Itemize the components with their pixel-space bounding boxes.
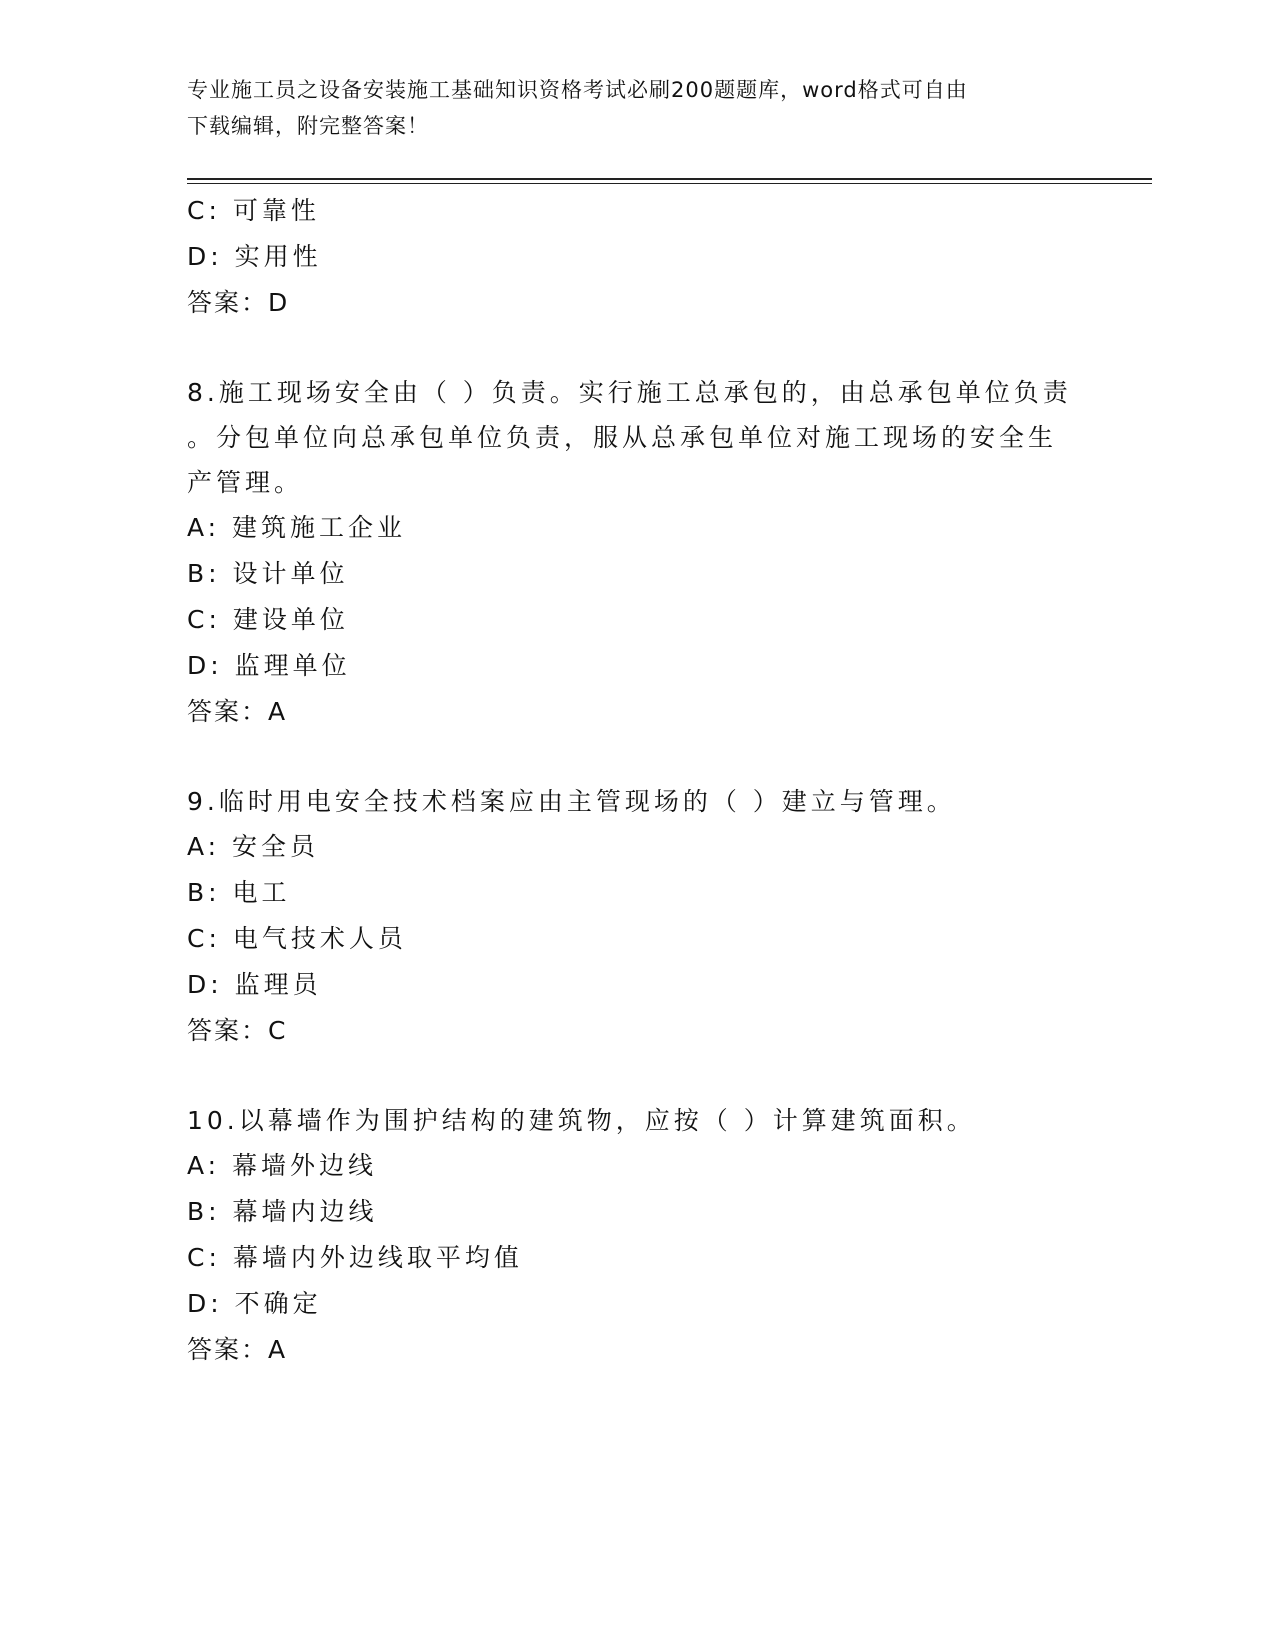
option-a: A: 幕墙外边线 <box>187 1151 378 1180</box>
option-d: D: 监理单位 <box>187 651 351 680</box>
option-c: C: 幕墙内外边线取平均值 <box>187 1243 523 1272</box>
spacer <box>187 735 1087 779</box>
question-text-line-1: 10.以幕墙作为围护结构的建筑物，应按（ ）计算建筑面积。 <box>187 1106 976 1135</box>
option-d: D: 不确定 <box>187 1289 322 1318</box>
option-d: D: 监理员 <box>187 970 322 999</box>
document-header <box>187 72 1067 144</box>
option-d: D: 实用性 <box>187 242 322 271</box>
document-body <box>187 188 1087 1373</box>
header-rule-thin <box>187 183 1152 184</box>
option-a: A: 建筑施工企业 <box>187 513 407 542</box>
spacer <box>187 1054 1087 1098</box>
option-c: C: 电气技术人员 <box>187 924 407 953</box>
question-text-line-1: 8.施工现场安全由（ ）负责。实行施工总承包的，由总承包单位负责 <box>187 378 1072 407</box>
question-8 <box>187 370 1087 735</box>
option-a: A: 安全员 <box>187 832 320 861</box>
question-7-tail <box>187 188 1087 326</box>
option-b: B: 电工 <box>187 878 291 907</box>
question-text-line-1: 9.临时用电安全技术档案应由主管现场的（ ）建立与管理。 <box>187 787 956 816</box>
question-10 <box>187 1098 1087 1373</box>
header-line-1: 专业施工员之设备安装施工基础知识资格考试必刷200题题库，word格式可自由 <box>187 78 968 102</box>
header-rule-thick <box>187 178 1152 180</box>
header-line-2: 下载编辑，附完整答案！ <box>187 114 429 138</box>
answer: 答案：A <box>187 697 288 726</box>
option-b: B: 设计单位 <box>187 559 349 588</box>
option-c: C: 建设单位 <box>187 605 349 634</box>
answer: 答案：D <box>187 288 290 317</box>
option-c: C: 可靠性 <box>187 196 320 225</box>
answer: 答案：C <box>187 1016 288 1045</box>
question-9 <box>187 779 1087 1054</box>
question-text-line-2: 。分包单位向总承包单位负责，服从总承包单位对施工现场的安全生 <box>187 423 1058 452</box>
spacer <box>187 326 1087 370</box>
answer: 答案：A <box>187 1335 288 1364</box>
option-b: B: 幕墙内边线 <box>187 1197 378 1226</box>
question-text-line-3: 产管理。 <box>187 468 304 497</box>
